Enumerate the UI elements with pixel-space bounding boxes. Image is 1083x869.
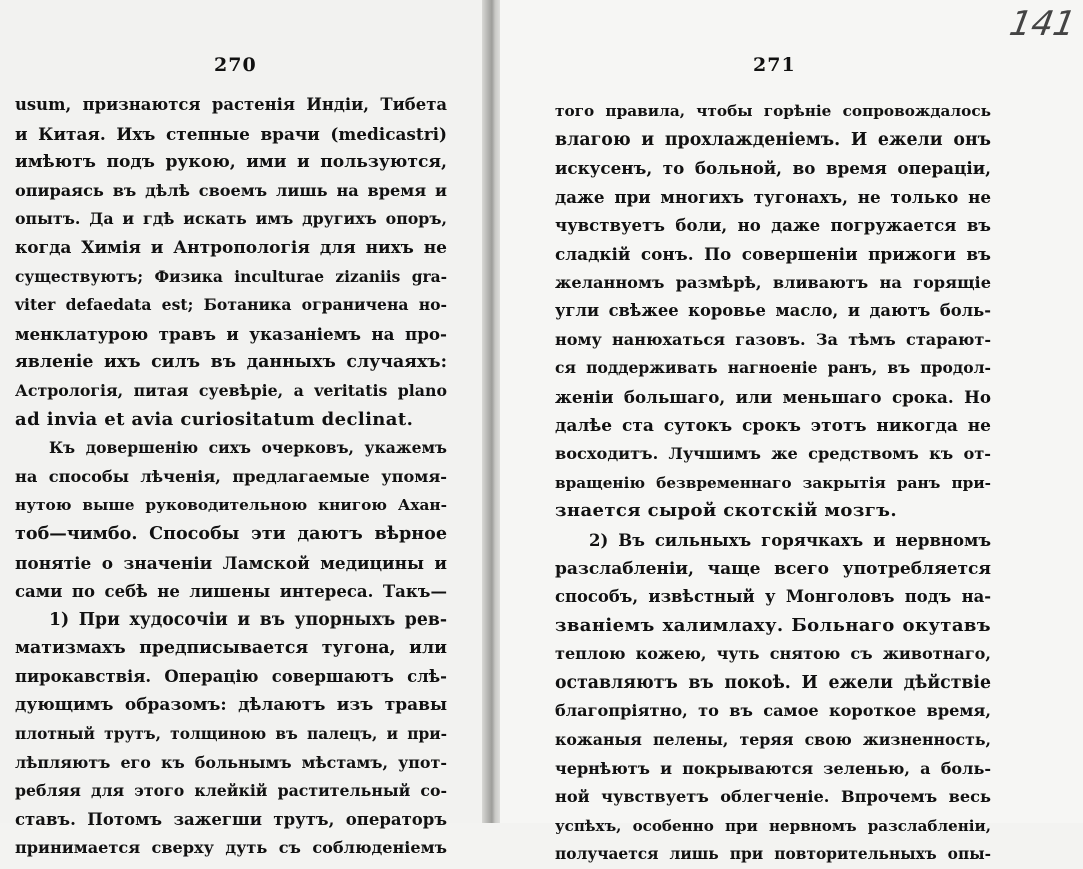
text-line: Астрологія, питая суевѣріе, a veritatis plano [15, 380, 447, 400]
text-line: ставъ. Потомъ зажегши трутъ, операторъ [15, 809, 447, 829]
text-line: и Китая. Ихъ степные врачи (medicastri) [15, 123, 447, 144]
text-line: дующимъ образомъ: дѣлаютъ изъ травы [15, 695, 447, 716]
text-line: получается лишь при повторительныхъ опы- [555, 845, 991, 864]
handwritten-folio-mark: 141 [1006, 4, 1079, 44]
text-line: желанномъ размѣрѣ, вливаютъ на горящіе [555, 272, 991, 292]
text-line: разслабленіи, чаще всего употребляется [555, 558, 991, 579]
text-line: вращенію безвременнаго закрытія ранъ при- [555, 473, 991, 492]
text-line: на способы лѣченія, предлагаемые упомя- [15, 466, 447, 486]
text-line: опираясь въ дѣлѣ своемъ лишь на время и [15, 180, 447, 200]
text-line: ad invia et avia curiositatum declinat. [15, 408, 414, 430]
text-line: успѣхъ, особенно при нервномъ разслабленіи, [555, 816, 991, 835]
text-line: кожаныя пелены, теряя свою жизненность, [555, 730, 991, 750]
text-line: нутою выше руководительною книгою Ахан- [15, 496, 447, 515]
text-line: восходитъ. Лучшимъ же средствомъ къ от- [555, 444, 991, 464]
text-line: угли свѣжее коровье масло, и даютъ боль- [555, 301, 991, 321]
text-line: плотный трутъ, толщиною въ палецъ, и при- [15, 725, 447, 744]
text-line: званіемъ халимлаху. Больнаго окутавъ [555, 614, 991, 636]
text-line: usum, признаются растенія Индіи, Тибета [15, 95, 447, 114]
text-line: чернѣютъ и покрываются зеленью, а боль- [555, 758, 991, 778]
text-line: способъ, извѣстный у Монголовъ подъ на- [555, 587, 991, 607]
page-text [15, 91, 447, 863]
text-line: даже при многихъ тугонахъ, не только не [555, 186, 991, 207]
text-line: женіи большаго, или меньшаго срока. Но [555, 386, 991, 407]
text-line: чувствуетъ боли, но даже погружается въ [555, 215, 991, 236]
text-line: опытъ. Да и гдѣ искать имъ другихъ опоръ, [15, 209, 447, 229]
page-number: 270 [214, 54, 257, 76]
text-line: Къ довершенію сихъ очерковъ, укажемъ [49, 438, 447, 458]
text-line: ребляя для этого клейкій растительный со- [15, 781, 447, 801]
text-line: пирокавствія. Операцію совершаютъ слѣ- [15, 666, 447, 686]
text-line: имѣютъ подъ рукою, ими и пользуются, [15, 152, 447, 173]
text-line: знается сырой скотскій мозгъ. [555, 500, 898, 522]
page-number: 271 [753, 54, 796, 76]
text-line: теплою кожею, чуть снятою съ животнаго, [555, 644, 991, 664]
text-line: существуютъ; Физика inculturae zizaniis gra- [15, 267, 447, 286]
text-line: ся поддерживать нагноеніе ранъ, въ продол- [555, 358, 991, 378]
page-text [555, 97, 991, 869]
text-line: влагою и прохлажденіемъ. И ежели онъ [555, 129, 991, 150]
text-line: матизмахъ предписывается тугона, или [15, 638, 447, 659]
text-line: понятіе о значеніи Ламской медицины и [15, 552, 447, 573]
text-line: ному нанюхаться газовъ. За тѣмъ старают- [555, 329, 991, 349]
text-line: тоб—чимбо. Способы эти даютъ вѣрное [15, 523, 447, 544]
text-line: viter defaedata est; Ботаника ограничена но- [15, 295, 447, 315]
text-line: менклатурою травъ и указаніемъ на про- [15, 323, 447, 344]
text-line: когда Химія и Антропологія для нихъ не [15, 237, 447, 258]
text-line: лѣпляютъ его къ больнымъ мѣстамъ, упот- [15, 752, 447, 772]
text-line: 2) Въ сильныхъ горячкахъ и нервномъ [589, 529, 991, 550]
text-line: принимается сверху дуть съ соблюденіемъ [15, 838, 447, 858]
text-line: сами по себѣ не лишены интереса. Такъ— [15, 581, 447, 602]
text-line: явленіе ихъ силъ въ данныхъ случаяхъ: [15, 352, 447, 373]
text-line: сладкій сонъ. По совершеніи прижоги въ [555, 243, 991, 264]
text-line: того правила, чтобы горѣніе сопровождалось [555, 102, 991, 120]
text-line: ной чувствуетъ облегченіе. Впрочемъ весь [555, 787, 991, 807]
text-line: 1) При худосочіи и въ упорныхъ рев- [49, 609, 447, 630]
left-page [0, 0, 488, 858]
right-page [500, 0, 1083, 864]
text-line: далѣе ста сутокъ срокъ этотъ никогда не [555, 415, 991, 436]
text-line: оставляютъ въ покоѣ. И ежели дѣйствіе [555, 672, 991, 693]
text-line: благопріятно, то въ самое короткое время, [555, 701, 991, 721]
text-line: искусенъ, то больной, во время операціи, [555, 158, 991, 179]
